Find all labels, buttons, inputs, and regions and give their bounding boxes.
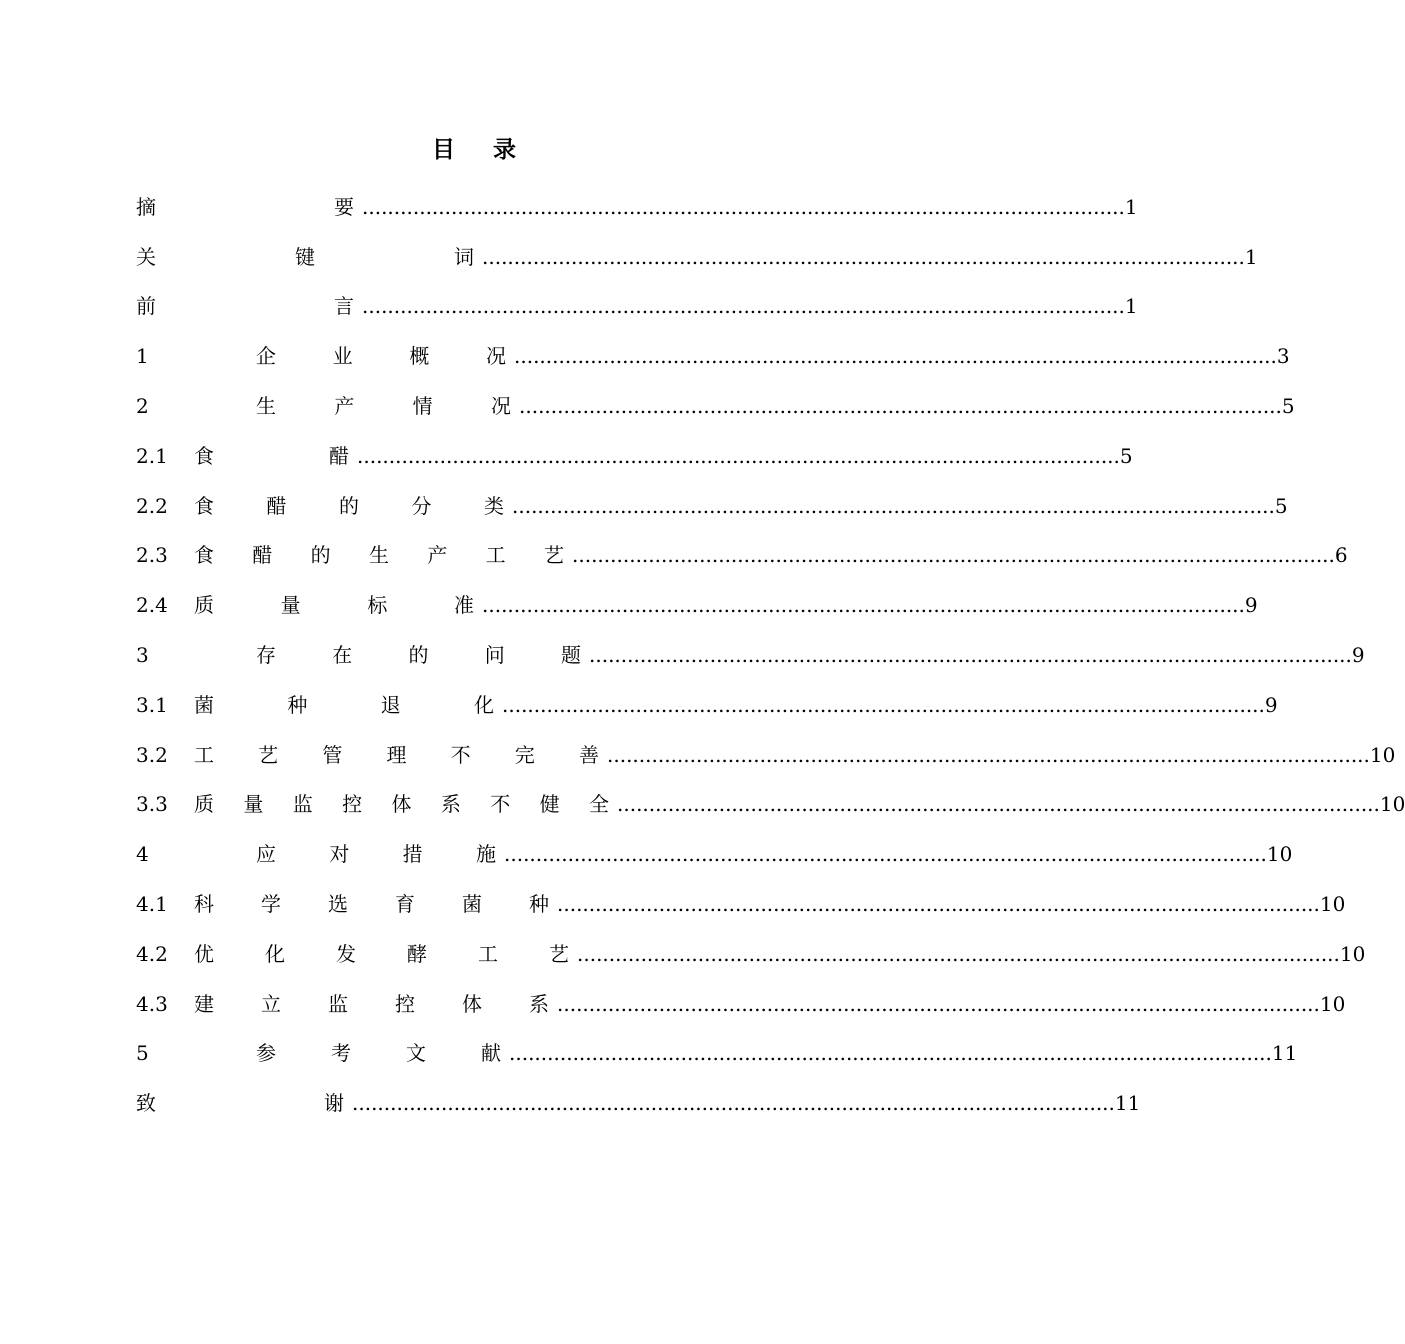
toc-entry-title: 食 醋 的 生 产 工 艺 <box>194 543 564 568</box>
toc-entry-title: 存 在 的 问 题 <box>256 643 581 668</box>
toc-entry-title: 质 量 监 控 体 系 不 健 全 <box>194 792 609 817</box>
toc-entry-number: 2 <box>136 394 149 419</box>
toc-entry-title: 菌 种 退 化 <box>194 692 494 717</box>
toc-entry-page: 10 <box>1369 742 1396 767</box>
toc-entry[interactable] <box>136 182 1138 232</box>
toc-entry-page: 10 <box>1319 991 1346 1016</box>
toc-entry-number: 2.1 <box>136 443 168 468</box>
toc-entry-page: 10 <box>1379 792 1405 817</box>
toc-entry-page: 3 <box>1276 344 1290 369</box>
toc-entry-number: 2.2 <box>136 493 168 518</box>
toc-entry-title: 应 对 措 施 <box>256 842 496 867</box>
toc-entry[interactable] <box>136 879 1346 929</box>
toc-entry[interactable] <box>136 730 1396 780</box>
toc-dot-leader: ........................................................................................................................ <box>589 643 1352 668</box>
toc-entry-title: 企 业 概 况 <box>256 344 506 369</box>
toc-entry[interactable] <box>136 381 1295 431</box>
toc-entry[interactable] <box>136 1078 1141 1128</box>
toc-entry-title: 质 量 标 准 <box>194 593 474 618</box>
toc-entry[interactable] <box>136 780 1405 830</box>
toc-entry-title: 食 醋 的 分 类 <box>194 493 504 518</box>
toc-entry-page: 5 <box>1281 394 1295 419</box>
toc-entry-number: 2.4 <box>136 593 168 618</box>
toc-entry-page: 5 <box>1119 443 1133 468</box>
toc-dot-leader: ........................................................................................................................ <box>519 394 1282 419</box>
toc-entry-title: 优 化 发 酵 工 艺 <box>194 941 569 966</box>
toc-dot-leader: ........................................................................................................................ <box>617 792 1380 817</box>
table-of-contents <box>136 182 1405 1128</box>
toc-entry-page: 9 <box>1244 593 1258 618</box>
toc-entry-page: 10 <box>1319 892 1346 917</box>
toc-dot-leader: ........................................................................................................................ <box>502 692 1265 717</box>
toc-entry-title: 建 立 监 控 体 系 <box>194 991 549 1016</box>
toc-entry[interactable] <box>136 580 1258 630</box>
toc-entry[interactable] <box>136 829 1293 879</box>
toc-dot-leader: ........................................................................................................................ <box>482 244 1245 269</box>
toc-dot-leader: ........................................................................................................................ <box>512 493 1275 518</box>
toc-entry-number: 1 <box>136 344 149 369</box>
toc-entry-title: 工 艺 管 理 不 完 善 <box>194 742 599 767</box>
toc-entry[interactable] <box>136 630 1365 680</box>
toc-dot-leader: ........................................................................................................................ <box>572 543 1335 568</box>
toc-dot-leader: ........................................................................................................................ <box>514 344 1277 369</box>
toc-dot-leader: ........................................................................................................................ <box>577 941 1340 966</box>
toc-entry-page: 11 <box>1114 1091 1141 1116</box>
toc-title-char: 录 <box>493 136 518 163</box>
toc-entry-page: 9 <box>1351 643 1365 668</box>
toc-entry-number: 2.3 <box>136 543 168 568</box>
toc-entry-title: 致 谢 <box>136 1091 344 1116</box>
toc-entry-title: 摘 要 <box>136 194 354 219</box>
toc-entry-number: 4.1 <box>136 892 168 917</box>
toc-title <box>0 132 950 168</box>
toc-entry[interactable] <box>136 282 1138 332</box>
toc-entry-title: 前 言 <box>136 294 354 319</box>
toc-dot-leader: ........................................................................................................................ <box>357 443 1120 468</box>
toc-entry-number: 3 <box>136 643 149 668</box>
toc-entry-number: 3.1 <box>136 692 168 717</box>
toc-entry[interactable] <box>136 331 1290 381</box>
toc-dot-leader: ........................................................................................................................ <box>482 593 1245 618</box>
toc-entry-title: 关 键 词 <box>136 244 474 269</box>
toc-entry[interactable] <box>136 979 1346 1029</box>
toc-entry[interactable] <box>136 481 1288 531</box>
toc-entry-page: 1 <box>1244 244 1258 269</box>
toc-dot-leader: ........................................................................................................................ <box>504 842 1267 867</box>
toc-entry-page: 6 <box>1334 543 1348 568</box>
toc-title-char: 目 <box>432 136 457 163</box>
toc-dot-leader: ........................................................................................................................ <box>362 194 1125 219</box>
toc-entry[interactable] <box>136 232 1258 282</box>
toc-entry-number: 4.3 <box>136 991 168 1016</box>
toc-entry-page: 9 <box>1264 692 1278 717</box>
toc-entry-number: 5 <box>136 1041 149 1066</box>
toc-entry[interactable] <box>136 680 1278 730</box>
toc-entry-page: 1 <box>1124 294 1138 319</box>
toc-entry-number: 4.2 <box>136 941 168 966</box>
toc-entry[interactable] <box>136 1029 1298 1079</box>
toc-entry-page: 11 <box>1271 1041 1298 1066</box>
toc-entry-title: 食 醋 <box>194 443 349 468</box>
toc-entry-page: 5 <box>1274 493 1288 518</box>
toc-entry-page: 10 <box>1266 842 1293 867</box>
toc-entry-title: 生 产 情 况 <box>256 394 511 419</box>
toc-dot-leader: ........................................................................................................................ <box>362 294 1125 319</box>
toc-entry[interactable] <box>136 531 1348 581</box>
toc-entry-page: 1 <box>1124 194 1138 219</box>
toc-entry-number: 4 <box>136 842 149 867</box>
toc-dot-leader: ........................................................................................................................ <box>607 742 1370 767</box>
toc-entry-title: 参 考 文 献 <box>256 1041 501 1066</box>
toc-dot-leader: ........................................................................................................................ <box>557 892 1320 917</box>
toc-entry-number: 3.3 <box>136 792 168 817</box>
toc-dot-leader: ........................................................................................................................ <box>352 1091 1115 1116</box>
toc-entry-page: 10 <box>1339 941 1366 966</box>
toc-entry-number: 3.2 <box>136 742 168 767</box>
toc-entry[interactable] <box>136 431 1133 481</box>
toc-dot-leader: ........................................................................................................................ <box>557 991 1320 1016</box>
toc-entry-title: 科 学 选 育 菌 种 <box>194 892 549 917</box>
toc-dot-leader: ........................................................................................................................ <box>509 1041 1272 1066</box>
toc-entry[interactable] <box>136 929 1366 979</box>
